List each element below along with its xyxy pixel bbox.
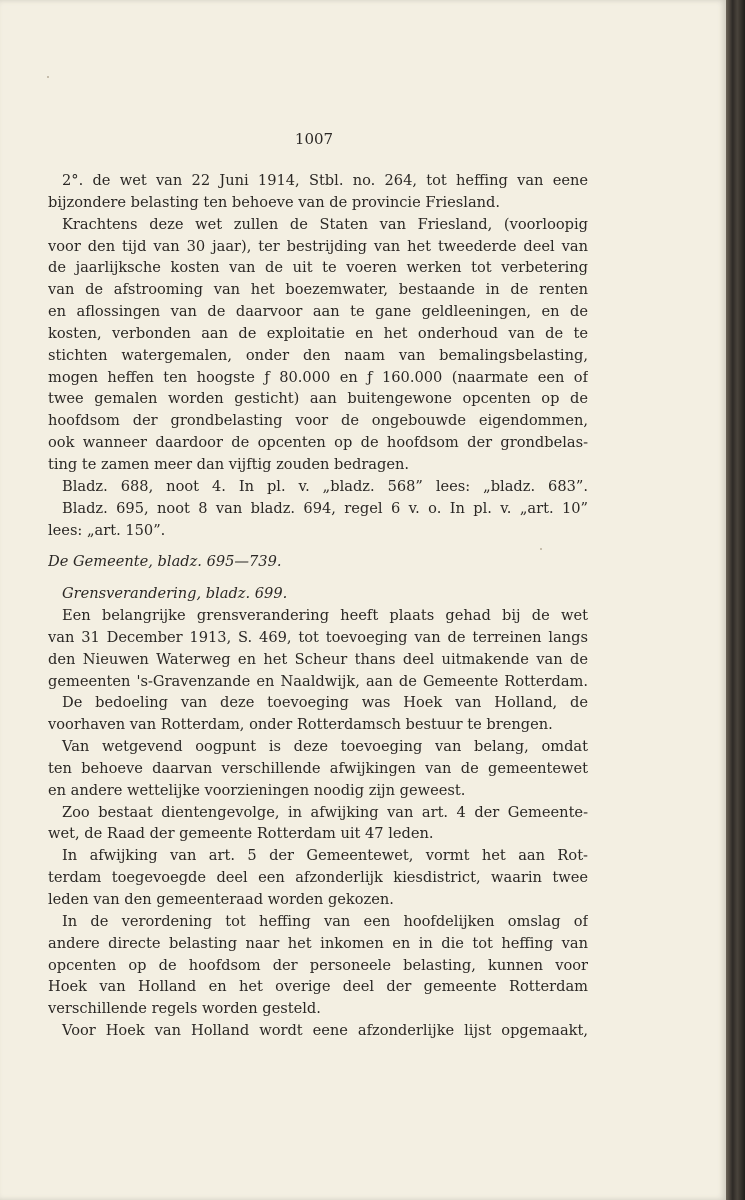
text-line: hoofdsom der grondbelasting voor de ongebouwde eigendommen, xyxy=(48,412,588,430)
text-line: en aflossingen van de daarvoor aan te gane geldleeningen, en de xyxy=(48,303,588,321)
page-edge xyxy=(726,0,745,1200)
subsection-heading: Grensverandering, bladz. 699. xyxy=(62,585,288,603)
text-line: Van wetgevend oogpunt is deze toevoeging van belang, omdat xyxy=(62,738,588,756)
text-line: Bladz. 688, noot 4. In pl. v. „bladz. 568” lees: „bladz. 683”. xyxy=(62,477,588,495)
paper-speck xyxy=(47,76,49,78)
text-line: In de verordening tot heffing van een hoofdelijken omslag of xyxy=(62,912,588,930)
body-text xyxy=(48,170,588,1042)
text-line: voor den tijd van 30 jaar), ter bestrijding van het tweederde deel van xyxy=(48,237,588,255)
text-line: De bedoeling van deze toevoeging was Hoek van Holland, de xyxy=(62,694,588,712)
text-line: In afwijking van art. 5 der Gemeentewet, vormt het aan Rot- xyxy=(62,847,588,865)
text-line: bijzondere belasting ten behoeve van de provincie Friesland. xyxy=(48,193,501,211)
text-line: lees: „art. 150”. xyxy=(48,521,166,539)
text-line: opcenten op de hoofdsom der personeele belasting, kunnen voor xyxy=(48,956,588,974)
text-line: ook wanneer daardoor de opcenten op de hoofdsom der grondbelas- xyxy=(48,434,588,452)
page-number: 1007 xyxy=(294,130,334,148)
text-line: de jaarlijksche kosten van de uit te voeren werken tot verbetering xyxy=(48,259,588,277)
section-heading: De Gemeente, bladz. 695—739. xyxy=(48,553,282,571)
text-line: Een belangrijke grensverandering heeft plaats gehad bij de wet xyxy=(62,607,588,625)
text-line: en andere wettelijke voorzieningen noodig zijn geweest. xyxy=(48,781,466,799)
text-line: den Nieuwen Waterweg en het Scheur thans deel uitmakende van de xyxy=(48,650,588,668)
text-line: twee gemalen worden gesticht) aan buitengewone opcenten op de xyxy=(48,390,588,408)
text-line: Krachtens deze wet zullen de Staten van Friesland, (voorloopig xyxy=(62,215,588,233)
text-line: andere directe belasting naar het inkomen en in die tot heffing van xyxy=(48,934,588,952)
text-line: terdam toegevoegde deel een afzonderlijk kiesdistrict, waarin twee xyxy=(48,869,588,887)
text-line: mogen heffen ten hoogste ƒ 80.000 en ƒ 160.000 (naarmate een of xyxy=(48,368,588,386)
text-line: gemeenten 's-Gravenzande en Naaldwijk, aan de Gemeente Rotterdam. xyxy=(48,672,588,690)
text-line: Voor Hoek van Holland wordt eene afzonderlijke lijst opgemaakt, xyxy=(62,1022,588,1040)
text-line: kosten, verbonden aan de exploitatie en het onderhoud van de te xyxy=(48,324,588,342)
text-line: wet, de Raad der gemeente Rotterdam uit 47 leden. xyxy=(48,825,434,843)
text-line: stichten watergemalen, onder den naam van bemalingsbelasting, xyxy=(48,346,588,364)
text-line: leden van den gemeenteraad worden gekozen. xyxy=(48,891,394,908)
text-line: voorhaven van Rotterdam, onder Rotterdamsch bestuur te brengen. xyxy=(48,716,553,734)
text-line: ting te zamen meer dan vijftig zouden bedragen. xyxy=(48,455,410,473)
text-line: 2°. de wet van 22 Juni 1914, Stbl. no. 264, tot heffing van eene xyxy=(62,172,588,189)
text-line: Bladz. 695, noot 8 van bladz. 694, regel 6 v. o. In pl. v. „art. 10” xyxy=(62,499,588,517)
text-line: ten behoeve daarvan verschillende afwijkingen van de gemeentewet xyxy=(48,759,588,777)
text-line: Hoek van Holland en het overige deel der gemeente Rotterdam xyxy=(48,978,588,996)
text-line: Zoo bestaat dientengevolge, in afwijking van art. 4 der Gemeente- xyxy=(62,803,588,821)
text-line: van 31 December 1913, S. 469, tot toevoeging van de terreinen langs xyxy=(48,628,588,646)
text-line: van de afstrooming van het boezemwater, bestaande in de renten xyxy=(48,281,588,299)
text-line: verschillende regels worden gesteld. xyxy=(48,1000,321,1018)
